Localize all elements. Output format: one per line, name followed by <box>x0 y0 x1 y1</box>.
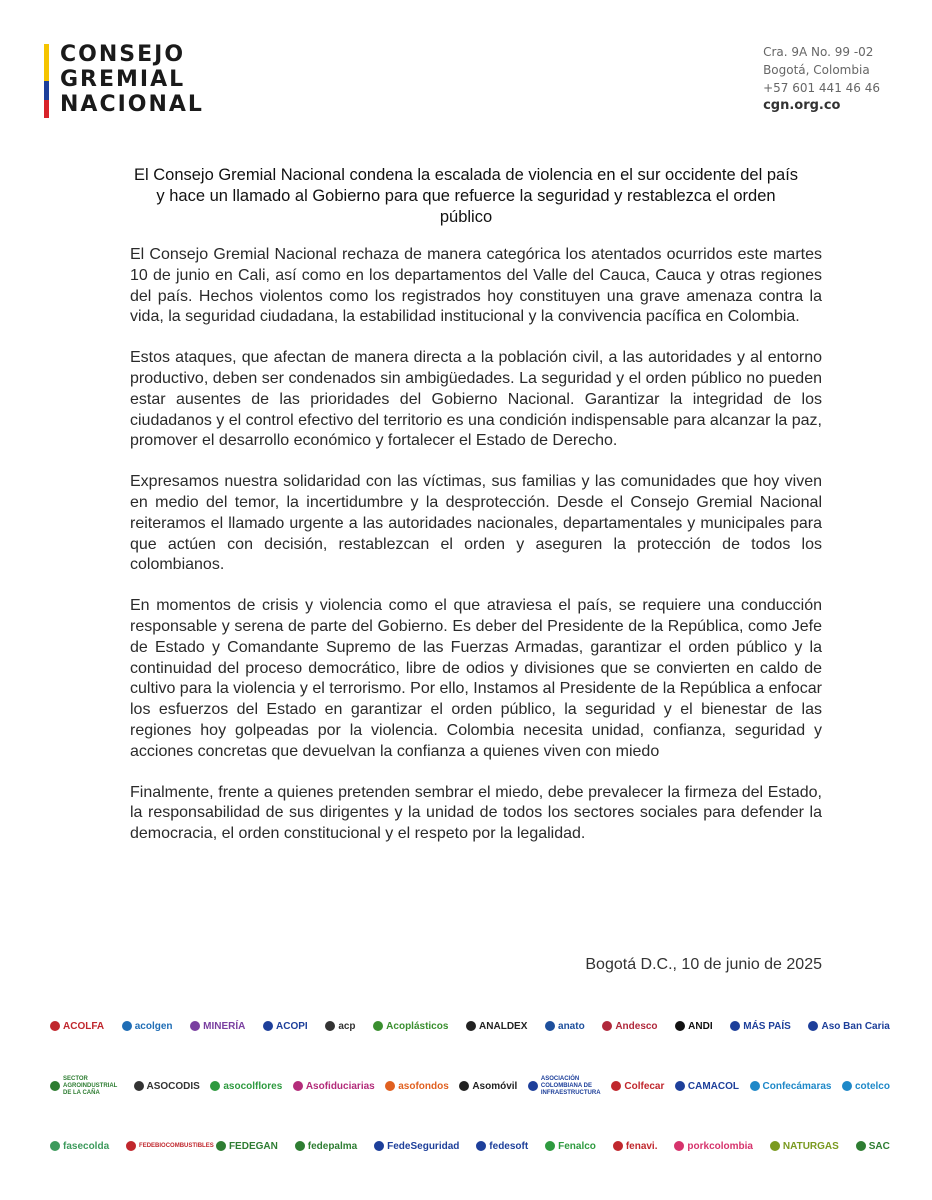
member-logo <box>325 1021 355 1032</box>
logo-mark-icon <box>545 1021 555 1031</box>
contact-block <box>763 43 880 115</box>
member-logo <box>210 1081 282 1092</box>
paragraph-2: Estos ataques, que afectan de manera directa a la población civil, a las autoridades y al entorno productivo, deben ser condenados sin ambigüedades. La seguridad y el orden público no pueden estar ausentes de las prioridades del Gobierno Nacional. Garantizar la integridad de los ciudadanos y el control efectivo del territorio es una condición indispensable para alcanzar la paz, promover el desarrollo económico y fortalecer el Estado de Derecho. <box>130 349 822 450</box>
member-logo <box>122 1021 173 1032</box>
logo-mark-icon <box>528 1081 538 1091</box>
document-body <box>130 245 822 865</box>
member-logo <box>545 1021 585 1032</box>
website-link[interactable]: cgn.org.co <box>763 98 841 113</box>
member-logo <box>730 1021 791 1032</box>
member-logo <box>528 1076 601 1097</box>
member-logo <box>459 1081 517 1092</box>
member-logo-label: Aso Ban Caria <box>821 1020 890 1032</box>
logo-mark-icon <box>750 1081 760 1091</box>
member-logo <box>808 1021 889 1032</box>
phone: +57 601 441 46 46 <box>763 81 880 95</box>
member-logo-label: acp <box>338 1020 356 1032</box>
logo-mark-icon <box>373 1021 383 1031</box>
logo-mark-icon <box>50 1081 60 1091</box>
logo-mark-icon <box>210 1081 220 1091</box>
member-logo-label: fedepalma <box>307 1140 358 1152</box>
member-logo-label: Confecámaras <box>762 1080 832 1092</box>
logo-row-1 <box>50 1006 890 1046</box>
logo-line-3: NACIONAL <box>60 92 204 117</box>
member-logo <box>674 1141 753 1152</box>
logo-mark-icon <box>126 1141 136 1151</box>
member-logo-label: FEDEBIOCOMBUSTIBLES <box>139 1142 214 1149</box>
member-logos <box>50 1006 890 1186</box>
member-logo-label: Asomóvil <box>472 1080 518 1092</box>
logo-row-3 <box>50 1126 890 1166</box>
member-logo <box>216 1141 278 1152</box>
logo-mark-icon <box>374 1141 384 1151</box>
logo-mark-icon <box>476 1141 486 1151</box>
logo-mark-icon <box>216 1141 226 1151</box>
logo-mark-icon <box>856 1141 866 1151</box>
logo-mark-icon <box>459 1081 469 1091</box>
member-logo <box>295 1141 357 1152</box>
logo-mark-icon <box>122 1021 132 1031</box>
member-logo-label: ASOCODIS <box>146 1080 200 1092</box>
member-logo-label: Fenalco <box>558 1140 596 1152</box>
member-logo <box>293 1081 375 1092</box>
member-logo-label: fasecolda <box>63 1140 110 1152</box>
member-logo-label: asofondos <box>398 1080 449 1092</box>
logo-mark-icon <box>675 1081 685 1091</box>
logo-mark-icon <box>466 1021 476 1031</box>
member-logo <box>770 1141 839 1152</box>
member-logo <box>126 1141 214 1151</box>
member-logo-label: NATURGAS <box>782 1140 839 1152</box>
member-logo-label: CAMACOL <box>687 1080 740 1092</box>
member-logo-label: porkcolombia <box>687 1140 753 1152</box>
logo-mark-icon <box>325 1021 335 1031</box>
member-logo <box>374 1141 459 1152</box>
member-logo <box>675 1081 739 1092</box>
paragraph-3: Expresamos nuestra solidaridad con las víctimas, sus familias y las comunidades que hoy viven en medio del temor, la incertidumbre y la desprotección. Desde el Consejo Gremial Nacional reiteramos el llamado urgente a las autoridades nacionales, departamentales y municipales para que actúen con decisión, restablezcan el orden y aseguren la protección de todos los colombianos. <box>130 473 822 574</box>
member-logo-label: MINERÍA <box>203 1020 246 1032</box>
logo-mark-icon <box>190 1021 200 1031</box>
member-logo <box>750 1081 832 1092</box>
logo-mark-icon <box>263 1021 273 1031</box>
member-logo-label: Asofiduciarias <box>305 1080 375 1092</box>
member-logo <box>50 1141 109 1152</box>
logo-mark-icon <box>674 1141 684 1151</box>
logo-mark-icon <box>808 1021 818 1031</box>
member-logo-label: Andesco <box>615 1020 658 1032</box>
member-logo-label: asocolflores <box>223 1080 283 1092</box>
member-logo-label: FedeSeguridad <box>387 1140 460 1152</box>
address: Cra. 9A No. 99 -02 <box>763 45 874 59</box>
member-logo <box>190 1021 245 1032</box>
member-logo-label: SAC <box>868 1140 890 1152</box>
paragraph-1: El Consejo Gremial Nacional rechaza de manera categórica los atentados ocurridos este martes 10 de junio en Cali, así como en los departamentos del Valle del Cauca, Cauca y otras regiones del país. Hechos violentos como los registrados hoy constituyen una grave amenaza contra la vida, la seguridad ciudadana, la estabilidad institucional y la convivencia pacífica en Colombia. <box>130 246 822 326</box>
member-logo <box>856 1141 890 1152</box>
logo-line-1: CONSEJO <box>60 42 186 67</box>
member-logo <box>613 1141 658 1152</box>
member-logo-label: fedesoft <box>489 1140 529 1152</box>
paragraph-4: En momentos de crisis y violencia como el que atraviesa el país, se requiere una conducción responsable y serena de parte del Gobierno. Es deber del Presidente de la República, como Jefe de Estado y Comandante Supremo de las Fuerzas Armadas, garantizar el orden público y la continuidad del proceso democrático, libre de odios y divisiones que se convierten en caldo de cultivo para la violencia y el terrorismo. Por ello, Instamos al Presidente de la República a enfocar los esfuerzos del Estado en garantizar el orden público, la seguridad y el bienestar de las regiones hoy golpeadas por la violencia. Colombia necesita unidad, confianza, seguridad y acciones concretas que devuelvan la confianza a quienes viven con miedo <box>130 597 822 760</box>
member-logo-label: fenavi. <box>625 1140 658 1152</box>
member-logo <box>611 1081 664 1092</box>
member-logo <box>545 1141 596 1152</box>
logo-mark-icon <box>50 1021 60 1031</box>
member-logo-label: ASOCIACIÓN COLOMBIANA DE INFRAESTRUCTURA <box>540 1075 601 1096</box>
member-logo-label: ACOLFA <box>63 1020 105 1032</box>
member-logo <box>50 1076 123 1097</box>
logo-mark-icon <box>293 1081 303 1091</box>
logo-mark-icon <box>545 1141 555 1151</box>
member-logo-label: ANDI <box>688 1020 713 1032</box>
logo-mark-icon <box>611 1081 621 1091</box>
logo-mark-icon <box>602 1021 612 1031</box>
member-logo <box>385 1081 449 1092</box>
logo-mark-icon <box>385 1081 395 1091</box>
member-logo <box>476 1141 528 1152</box>
member-logo <box>466 1021 527 1032</box>
logo-mark-icon <box>770 1141 780 1151</box>
logo-mark-icon <box>675 1021 685 1031</box>
member-logo-label: MÁS PAÍS <box>743 1020 791 1032</box>
member-logo <box>842 1081 890 1092</box>
member-logo-label: SECTOR AGROINDUSTRIAL DE LA CAÑA <box>63 1075 118 1096</box>
paragraph-5: Finalmente, frente a quienes pretenden sembrar el miedo, debe prevalecer la firmeza del Estado, la responsabilidad de sus dirigentes y la unidad de todos los sectores sociales para defender la democracia, el orden constitucional y el respeto por la legalidad. <box>130 783 822 843</box>
member-logo <box>134 1081 200 1092</box>
logo-text <box>60 42 204 117</box>
member-logo <box>373 1021 448 1032</box>
document-title: El Consejo Gremial Nacional condena la escalada de violencia en el sur occidente del país y hace un llamado al Gobierno para que refuerce la seguridad y restablezca el orden público <box>133 166 799 226</box>
member-logo-label: FEDEGAN <box>228 1140 278 1152</box>
logo-mark-icon <box>295 1141 305 1151</box>
logo-row-2 <box>50 1066 890 1106</box>
logo-mark-icon <box>842 1081 852 1091</box>
member-logo-label: Colfecar <box>624 1080 665 1092</box>
logo-color-bar <box>44 44 49 118</box>
member-logo-label: acolgen <box>134 1020 173 1032</box>
member-logo <box>602 1021 657 1032</box>
member-logo-label: ANALDEX <box>479 1020 528 1032</box>
date-line: Bogotá D.C., 10 de junio de 2025 <box>585 956 822 973</box>
logo-mark-icon <box>730 1021 740 1031</box>
logo-mark-icon <box>613 1141 623 1151</box>
logo-line-2: GREMIAL <box>60 67 186 92</box>
member-logo-label: ACOPI <box>276 1020 308 1032</box>
member-logo-label: anato <box>558 1020 585 1032</box>
logo-mark-icon <box>50 1141 60 1151</box>
member-logo-label: cotelco <box>854 1080 890 1092</box>
member-logo <box>675 1021 712 1032</box>
member-logo <box>50 1021 104 1032</box>
member-logo <box>263 1021 308 1032</box>
city: Bogotá, Colombia <box>763 63 870 77</box>
member-logo-label: Acoplásticos <box>386 1020 449 1032</box>
logo-mark-icon <box>134 1081 144 1091</box>
